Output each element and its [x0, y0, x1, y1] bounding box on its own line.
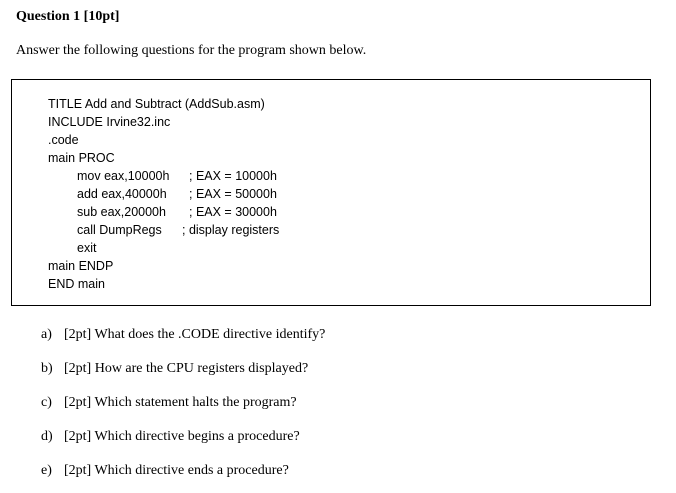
code-line-code-directive: .code	[48, 133, 79, 147]
subquestion-a-letter: a)	[41, 327, 52, 342]
question-intro: Answer the following questions for the program shown below.	[16, 43, 367, 58]
code-line-include: INCLUDE Irvine32.inc	[48, 115, 171, 129]
subquestion-d-letter: d)	[41, 429, 53, 444]
code-line-end-main: END main	[48, 277, 105, 291]
code-comment-sub: ; EAX = 30000h	[189, 205, 277, 219]
subquestion-b-letter: b)	[41, 361, 53, 376]
subquestion-e-text: [2pt] Which directive ends a procedure?	[64, 463, 289, 478]
subquestion-d-text: [2pt] Which directive begins a procedure?	[64, 429, 300, 444]
subquestion-a-text: [2pt] What does the .CODE directive identify?	[64, 327, 326, 342]
code-line-mov: mov eax,10000h	[77, 169, 170, 183]
question-heading: Question 1 [10pt]	[16, 9, 120, 24]
subquestion-c-letter: c)	[41, 395, 52, 410]
code-line-call: call DumpRegs	[77, 223, 162, 237]
code-line-main-endp: main ENDP	[48, 259, 114, 273]
code-line-add: add eax,40000h	[77, 187, 167, 201]
code-comment-mov: ; EAX = 10000h	[189, 169, 277, 183]
code-comment-add: ; EAX = 50000h	[189, 187, 277, 201]
code-line-exit: exit	[77, 241, 97, 255]
subquestion-c-text: [2pt] Which statement halts the program?	[64, 395, 297, 410]
code-line-sub: sub eax,20000h	[77, 205, 166, 219]
code-comment-call: ; display registers	[182, 223, 280, 237]
code-line-title: TITLE Add and Subtract (AddSub.asm)	[48, 97, 265, 111]
code-line-main-proc: main PROC	[48, 151, 115, 165]
subquestion-b-text: [2pt] How are the CPU registers displayed?	[64, 361, 309, 376]
subquestion-e-letter: e)	[41, 463, 52, 478]
